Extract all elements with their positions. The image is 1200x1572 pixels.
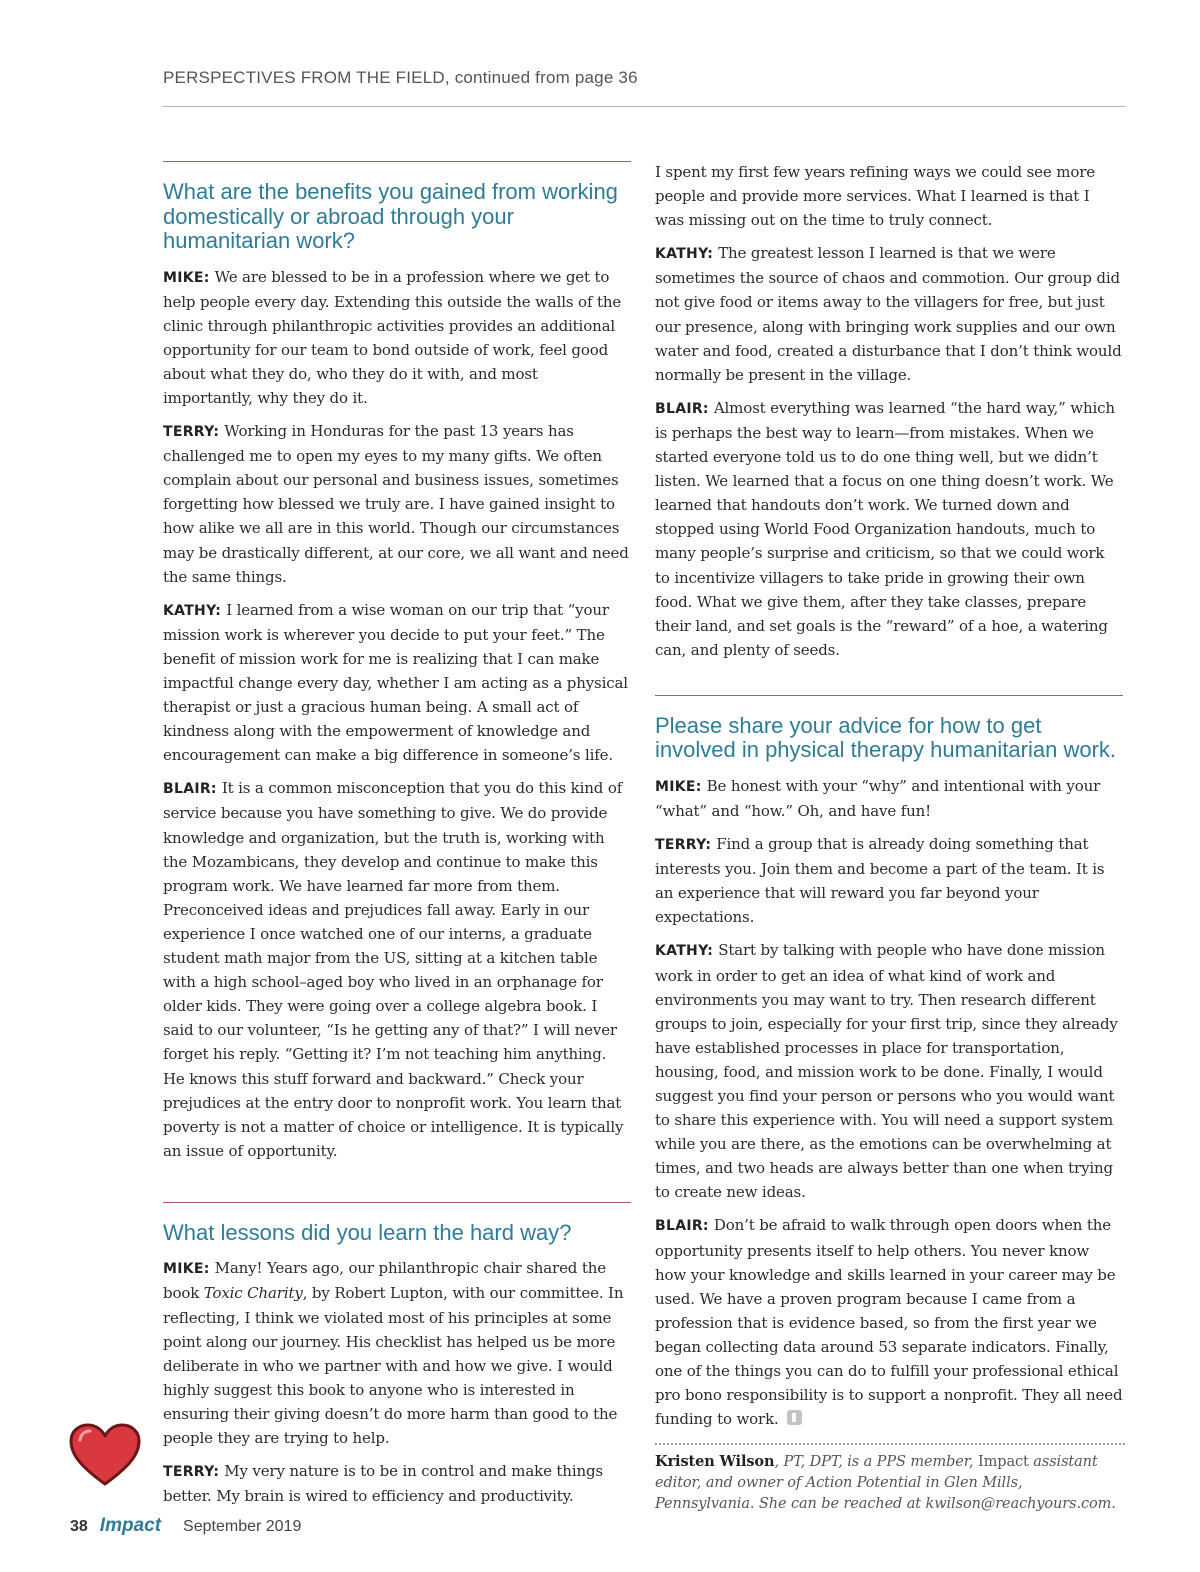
answer-text: The greatest lesson I learned is that we were sometimes the source of chaos and commotion. Our group did not give food or items away to the villagers for free, but just our presence, along with bringing work supplies and our own water and food, created a disturbance that I don’t think would normally be present in the village. bbox=[655, 244, 1122, 384]
section-rule bbox=[163, 1202, 631, 1203]
answer-paragraph bbox=[655, 396, 1123, 662]
speaker-label: TERRY: bbox=[163, 424, 220, 441]
speaker-label: TERRY: bbox=[163, 1464, 220, 1481]
section-heading-lessons: What lessons did you learn the hard way? bbox=[163, 1219, 572, 1245]
end-of-article-icon bbox=[787, 1410, 802, 1425]
bio-publication: Impact bbox=[978, 1454, 1029, 1471]
answer-paragraph bbox=[163, 776, 631, 1163]
author-name: Kristen Wilson bbox=[655, 1453, 775, 1471]
section-gap bbox=[163, 1172, 631, 1202]
answer-paragraph bbox=[655, 774, 1123, 823]
section-rule bbox=[163, 161, 631, 162]
section-rule bbox=[655, 695, 1123, 696]
speaker-label: BLAIR: bbox=[655, 400, 709, 417]
answer-paragraph bbox=[655, 938, 1123, 1204]
issue-date: September 2019 bbox=[183, 1518, 302, 1535]
answer-text: Start by talking with people who have done mission work in order to get an idea of what kind of work and environments you may want to try. Then research different groups to join, especially for your first trip, since they already have established processes in place for transportation, housing, food, and mission work to be done. Finally, I would suggest you find your person or persons who you would want to share this experience with. You will need a support system while you are there, as the emotions can be overwhelming at times, and two heads are always better than one when trying to create new ideas. bbox=[655, 941, 1118, 1202]
section-heading-benefits: What are the benefits you gained from working domestically or abroad through your humanitarian work? bbox=[163, 179, 618, 253]
answer-text: , by Robert Lupton, with our committee. In reflecting, I think we violated most of his principles at some point along our journey. His checklist has helped us be more deliberate in who we partner with and how we give. I would highly suggest this book to anyone who is interested in ensuring their giving doesn’t do more harm than good to the people they are trying to help. bbox=[163, 1284, 624, 1448]
right-column bbox=[655, 160, 1123, 1515]
running-head-suffix: continued from page 36 bbox=[449, 68, 638, 87]
bio-text: assistant editor, and owner of Action Potential in Glen Mills, Pennsylvania. She can be reached at kwilson@reachyours.com. bbox=[655, 1454, 1116, 1512]
top-rule bbox=[163, 106, 1125, 107]
answer-text: Working in Honduras for the past 13 years has challenged me to open my eyes to my many gifts. We often complain about our personal and business issues, sometimes forgetting how blessed we truly are. I have gained insight to how alike we all are in this world. Though our circumstances may be drastically different, at our core, we all want and need the same things. bbox=[163, 422, 629, 586]
speaker-label: MIKE: bbox=[163, 269, 210, 286]
speaker-label: BLAIR: bbox=[655, 1218, 709, 1235]
speaker-label: TERRY: bbox=[655, 837, 712, 854]
speaker-label: MIKE: bbox=[163, 1261, 210, 1278]
section-heading-advice: Please share your advice for how to get involved in physical therapy humanitarian work. bbox=[655, 712, 1117, 763]
section-gap bbox=[655, 671, 1123, 695]
page-footer bbox=[70, 1515, 301, 1537]
answer-text: My very nature is to be in control and make things better. My brain is wired to efficiency and productivity. bbox=[163, 1462, 603, 1506]
answer-paragraph bbox=[163, 419, 631, 589]
book-title: Toxic Charity bbox=[203, 1284, 303, 1303]
left-column bbox=[163, 161, 631, 1517]
author-bio bbox=[655, 1452, 1123, 1514]
answer-text: It is a common misconception that you do this kind of service because you have something to give. We do provide knowledge and organization, but the truth is, working with the Mozambicans, they develop and continue to make this program work. We have learned far more from them. Preconceived ideas and prejudices fall away. Early in our experience I once watched one of our interns, a graduate student math major from the US, sitting at a kitchen table with a high school–aged boy who lived in an orphanage for older kids. They were going over a college algebra book. I said to our volunteer, “Is he getting any of that?” I will never forget his reply. “Getting it? I’m not teaching him anything. He knows this stuff forward and backward.” Check your prejudices at the entry door to nonprofit work. You learn that poverty is not a matter of choice or intelligence. It is typically an issue of opportunity. bbox=[163, 779, 624, 1160]
speaker-label: KATHY: bbox=[655, 246, 714, 263]
running-head-prefix: PERSPECTIVES FROM THE FIELD, bbox=[163, 68, 450, 87]
answer-text: Find a group that is already doing something that interests you. Join them and become a part of the team. It is an experience that will reward you far beyond your expectations. bbox=[655, 835, 1105, 927]
publication-brand: Impact bbox=[99, 1515, 162, 1536]
speaker-label: KATHY: bbox=[163, 602, 222, 619]
running-head bbox=[163, 68, 638, 88]
answer-paragraph bbox=[655, 1213, 1123, 1431]
answer-paragraph bbox=[163, 265, 631, 411]
speaker-label: KATHY: bbox=[655, 943, 714, 960]
answer-text: Almost everything was learned “the hard way,” which is perhaps the best way to learn—from mistakes. When we started everyone told us to do one thing well, but we didn’t listen. We learned that a focus on one thing doesn’t work. We learned that handouts don’t work. We turned down and stopped using World Food Organization handouts, much to many people’s surprise and criticism, so that we could work to incentivize villagers to take pride in growing their own food. What we give them, after they take classes, prepare their land, and set goals is the “reward” of a hoe, a watering can, and plenty of seeds. bbox=[655, 398, 1115, 659]
continuation-paragraph: I spent my first few years refining ways we could see more people and provide more services. What I learned is that I was missing out on the time to truly connect. bbox=[655, 163, 1095, 230]
speaker-label: MIKE: bbox=[655, 778, 702, 795]
answer-paragraph bbox=[655, 241, 1123, 387]
speaker-label: BLAIR: bbox=[163, 781, 217, 798]
answer-paragraph bbox=[655, 832, 1123, 929]
answer-text: Don’t be afraid to walk through open doors when the opportunity presents itself to help others. You never know how your knowledge and skills learned in your career may be used. We have a proven program because I came from a profession that is evidence based, so from the first year we began collecting data around 53 separate indicators. Finally, one of the things you can do to fulfill your professional ethical pro bono responsibility is to support a nonprofit. They all need funding to work. bbox=[655, 1216, 1123, 1429]
bio-text: , PT, DPT, is a PPS member, bbox=[774, 1454, 979, 1471]
answer-text: I learned from a wise woman on our trip that “your mission work is wherever you decide to put your feet.” The benefit of mission work for me is realizing that I can make impactful change every day, whether I am acting as a physical therapist or just a gracious human being. A small act of kindness along with the empowerment of knowledge and encouragement can make a big difference in someone’s life. bbox=[163, 600, 628, 765]
bio-divider bbox=[655, 1443, 1125, 1445]
answer-paragraph bbox=[163, 598, 631, 768]
answer-paragraph bbox=[163, 1459, 631, 1508]
answer-text: We are blessed to be in a profession where we get to help people every day. Extending this outside the walls of the clinic through philanthropic activities provides an additional opportunity for our team to bond outside of work, feel good about what they do, who they do it with, and most importantly, why they do it. bbox=[163, 267, 622, 407]
page-number: 38 bbox=[70, 1518, 88, 1535]
heart-icon bbox=[68, 1422, 142, 1488]
answer-paragraph bbox=[163, 1256, 631, 1450]
answer-text: Be honest with your “why” and intentional with your “what” and “how.” Oh, and have fun! bbox=[655, 776, 1101, 820]
answer-text: Many! Years ago, our philanthropic chair shared the book bbox=[163, 1259, 606, 1303]
